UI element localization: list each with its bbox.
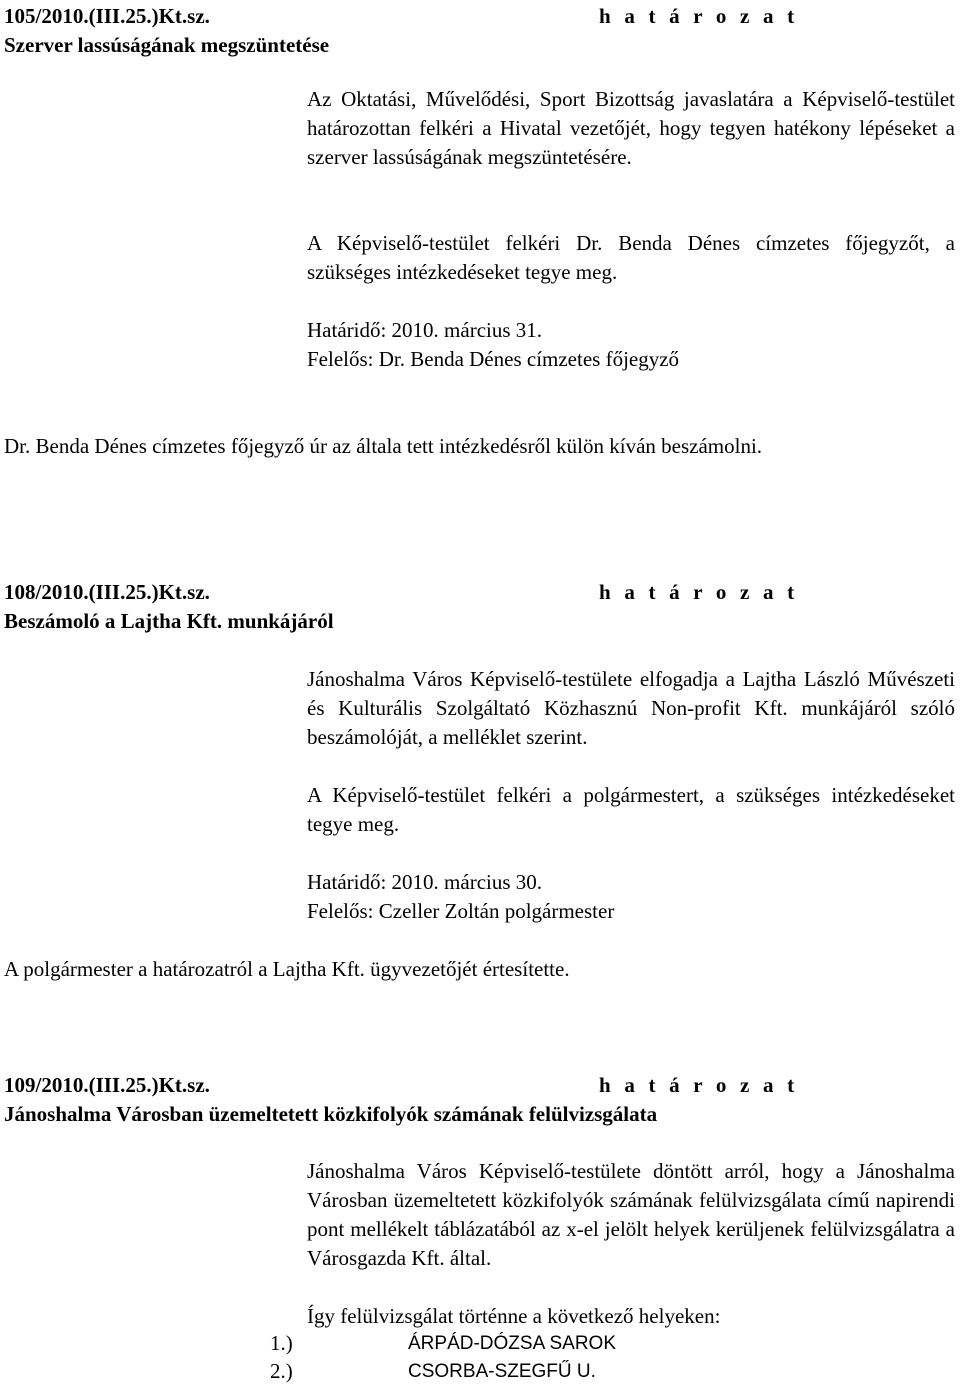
list-item-number: 2.) <box>270 1359 293 1383</box>
list-item-location: ÁRPÁD-DÓZSA SAROK <box>408 1333 616 1354</box>
resolution-body: Az Oktatási, Művelődési, Sport Bizottság javaslatára a Képviselő-testület határozottan felkéri a Hivatal vezetőjét, hogy tegyen hatékony lépéseket a szerver lassúságának megszüntetésére. <box>307 87 955 169</box>
resolution-label: h a t á r o z a t <box>599 4 799 28</box>
responsible: Felelős: Dr. Benda Dénes címzetes főjegyző <box>307 347 680 371</box>
resolution-body-request: A Képviselő-testület felkéri Dr. Benda Dénes címzetes főjegyzőt, a szükséges intézkedéseket tegye meg. <box>307 231 955 284</box>
list-item-number: 1.) <box>270 1331 293 1355</box>
resolution-body-list-intro: Így felülvizsgálat történne a következő helyeken: <box>307 1304 721 1328</box>
deadline: Határidő: 2010. március 30. <box>307 870 543 894</box>
resolution-body: Jánoshalma Város Képviselő-testülete elfogadja a Lajtha László Művészeti és Kulturális Szolgáltató Közhasznú Non-profit Kft. munkájáról szóló beszámolóját, a melléklet szerint. <box>307 667 955 749</box>
resolution-number: 105/2010.(III.25.)Kt.sz. <box>4 4 210 28</box>
resolution-title: Szerver lassúságának megszüntetése <box>4 33 330 57</box>
resolution-number: 109/2010.(III.25.)Kt.sz. <box>4 1073 210 1097</box>
resolution-body-request: A Képviselő-testület felkéri a polgármestert, a szükséges intézkedéseket tegye meg. <box>307 783 955 836</box>
resolution-body: Jánoshalma Város Képviselő-testülete döntött arról, hogy a Jánoshalma Városban üzemeltetett közkifolyók számának felülvizsgálata című napirendi pont mellékelt táblázatából az x-el jelölt helyek kerüljenek felülvizsgálatra a Városgazda Kft. által. <box>307 1159 955 1270</box>
resolution-title: Jánoshalma Városban üzemeltetett közkifolyók számának felülvizsgálata <box>4 1102 658 1126</box>
deadline: Határidő: 2010. március 31. <box>307 318 543 342</box>
responsible: Felelős: Czeller Zoltán polgármester <box>307 899 615 923</box>
list-item-location: CSORBA-SZEGFŰ U. <box>408 1361 596 1382</box>
resolution-number: 108/2010.(III.25.)Kt.sz. <box>4 580 210 604</box>
resolution-title: Beszámoló a Lajtha Kft. munkájáról <box>4 609 334 633</box>
resolution-label: h a t á r o z a t <box>599 1073 799 1097</box>
resolution-label: h a t á r o z a t <box>599 580 799 604</box>
resolution-note: A polgármester a határozatról a Lajtha Kft. ügyvezetőjét értesítette. <box>4 957 570 981</box>
resolution-note: Dr. Benda Dénes címzetes főjegyző úr az általa tett intézkedésről külön kíván beszámolni. <box>4 434 763 458</box>
